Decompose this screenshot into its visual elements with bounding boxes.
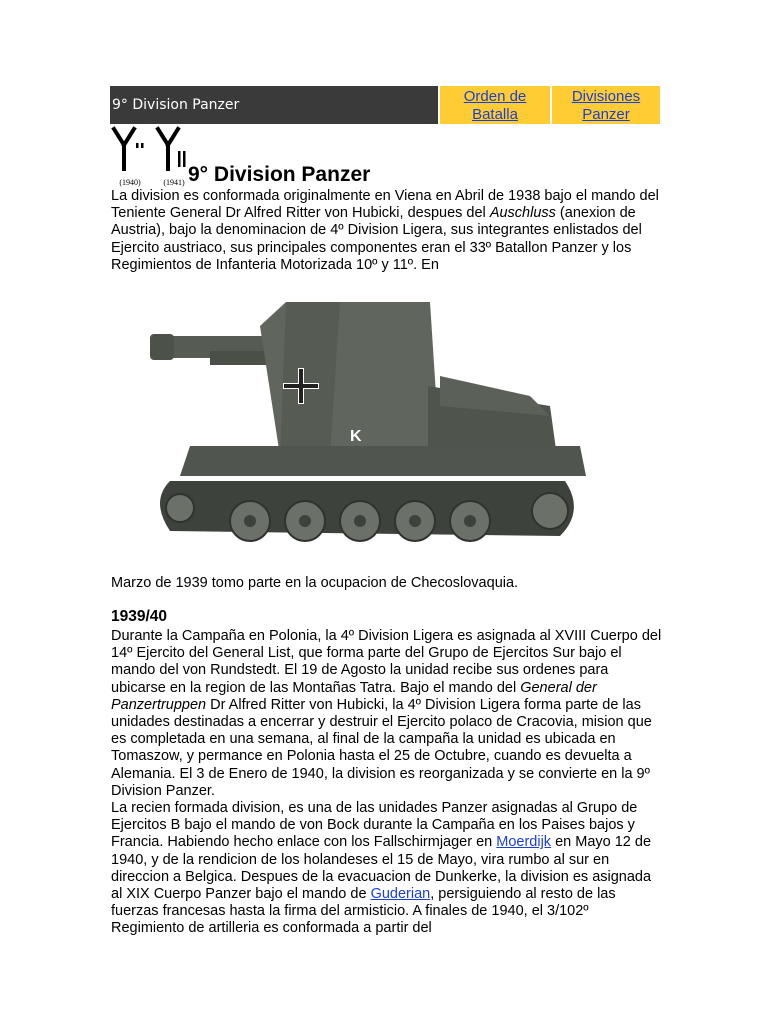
- body-text: Dr Alfred Ritter von Hubicki, la 4º Division Ligera forma parte de las unidades destinadas a encerrar y destruir el Ejercito polaco de Cracovia, mision que es completada en una semana, al final de la campaña la unidad es ubicada en Tomaszow, y permance en Polonia hasta el 25 de Octubre, cuando es devuelta a Alemania. El 3 de Enero de 1940, la division es reorganizada y se convierte en la 9º Division Panzer.: [111, 696, 652, 799]
- body-italic: General der Panzertruppen: [111, 679, 597, 713]
- section-heading: 1939/40: [111, 608, 168, 625]
- moerdijk-link[interactable]: Moerdijk: [496, 834, 552, 851]
- divisiones-panzer-link[interactable]: Divisiones Panzer: [552, 86, 660, 124]
- page-title: 9° Division Panzer: [188, 163, 371, 186]
- intro-text: (anexion de Austria), bajo la denominacion de 4º Division Ligera, sus integrantes enlistados del Ejercito austriaco, sus principales componentes eran el 33º Batallon Panzer y los Regimientos de Infanteria Motorizada 10º y 11º. En: [111, 205, 642, 273]
- intro-italic: Auschluss: [489, 205, 556, 222]
- intro-paragraph: [111, 188, 663, 274]
- body-text: La recien formada division, es una de las unidades Panzer asignadas al Grupo de Ejercitos B bajo el mando de von Bock durante la Campaña en los Paises bajos y Francia. Habiendo hecho enlace con los Fallschirmjager en: [111, 800, 638, 851]
- march-paragraph: Marzo de 1939 tomo parte en la ocupacion de Checoslovaquia.: [111, 575, 519, 591]
- tank-illustration-icon: [110, 296, 590, 558]
- orden-de-batalla-link[interactable]: Orden de Batalla: [440, 86, 550, 124]
- body-text: , persiguiendo al resto de las fuerzas francesas hasta la firma del armisticio. A finales de 1940, el 3/102º Regimiento de artilleria es conformada a partir del: [111, 886, 616, 937]
- intro-text: La division es conformada originalmente en Viena en Abril de 1938 bajo el mando del Teniente General Dr Alfred Ritter von Hubicki, despues del: [111, 188, 659, 222]
- drive-sprocket: [166, 494, 194, 522]
- header-bar: [110, 86, 660, 124]
- header-title: 9° Division Panzer: [110, 86, 438, 124]
- insignia-year: (1940): [119, 178, 141, 187]
- muzzle: [150, 334, 174, 360]
- body-text: Durante la Campaña en Polonia, la 4º Division Ligera es asignada al XVIII Cuerpo del 14º Ejercito del General List, que forma parte del Grupo de Ejercitos Sur bajo el mando del von Rundstedt. El 19 de Agosto la unidad recibe sus ordenes para ubicarse en la region de las Montañas Tatra. Bajo el mando del: [111, 628, 662, 696]
- insignia-year: (1941): [163, 178, 185, 187]
- insignia-1940: [110, 125, 150, 187]
- body-paragraph: [111, 628, 663, 938]
- guderian-link[interactable]: Guderian: [370, 886, 431, 903]
- division-rune-icon: [110, 125, 150, 175]
- body-text: en Mayo 12 de 1940, y de la rendicion de los holandeses el 15 de Mayo, vira rumbo al sur en direccion a Belgica. Despues de la evacuacion de Dunkerke, la division es asignada al XIX Cuerpo Panzer bajo el mando de: [111, 834, 652, 903]
- idler-wheel: [532, 493, 568, 529]
- vehicle-marking: K: [350, 428, 362, 445]
- hull: [180, 446, 586, 476]
